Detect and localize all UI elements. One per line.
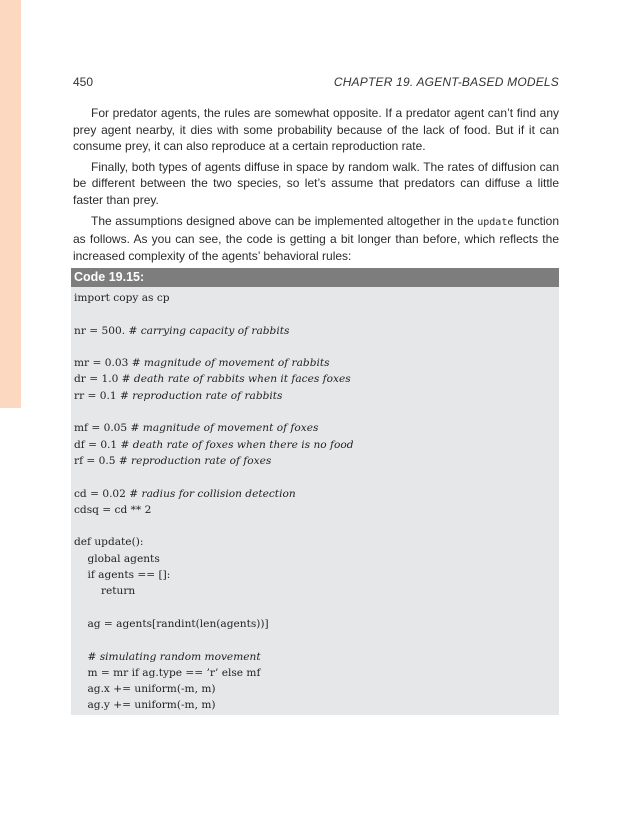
code-listing	[71, 268, 559, 715]
code-text: mf = 0.05	[74, 422, 131, 435]
code-comment: # carrying capacity of rabbits	[128, 324, 290, 337]
code-text	[74, 651, 87, 663]
code-line	[74, 469, 559, 485]
code-line	[74, 600, 559, 616]
code-text: rr = 0.1	[74, 389, 120, 402]
code-comment: # death rate of rabbits when it faces foxes	[121, 373, 351, 386]
code-text: rf = 0.5	[74, 454, 119, 467]
code-line	[74, 371, 559, 387]
code-text: ag.x += uniform(-m, m)	[74, 683, 216, 696]
code-line	[74, 502, 559, 518]
code-lines	[71, 287, 559, 714]
code-line	[74, 551, 559, 567]
code-line	[74, 437, 559, 453]
code-text: return	[74, 585, 136, 598]
code-title: Code 19.15:	[71, 268, 559, 287]
code-line	[74, 681, 559, 697]
code-line	[74, 453, 559, 469]
code-text: ag = agents[randint(len(agents))]	[74, 617, 269, 630]
code-line	[74, 583, 559, 599]
code-text: cdsq = cd ** 2	[74, 503, 152, 516]
code-line	[74, 306, 559, 322]
code-text: def update():	[74, 536, 144, 549]
code-line	[74, 388, 559, 404]
code-line	[74, 616, 559, 632]
code-comment: # reproduction rate of rabbits	[119, 389, 283, 402]
code-line	[74, 486, 559, 502]
code-text: ag.y += uniform(-m, m)	[74, 699, 216, 712]
code-line	[74, 567, 559, 583]
paragraph-text: The assumptions designed above can be implemented altogether in the	[91, 213, 478, 228]
paragraph	[73, 213, 559, 265]
code-comment: # reproduction rate of foxes	[118, 454, 272, 467]
chapter-title: CHAPTER 19. AGENT-BASED MODELS	[333, 75, 559, 89]
code-line	[74, 534, 559, 550]
code-line	[74, 649, 559, 665]
code-text: import copy as cp	[74, 292, 170, 304]
code-text: nr = 500.	[74, 324, 129, 337]
code-line	[74, 697, 559, 713]
code-text: m = mr if ag.type == ’r’ else mf	[74, 666, 261, 679]
paragraph: Finally, both types of agents diffuse in space by random walk. The rates of diffusion can be different between the two species, so let’s assume that predators can diffuse a little faster than prey.	[73, 159, 559, 207]
code-line	[74, 420, 559, 436]
code-comment: # simulating random movement	[87, 650, 261, 663]
code-comment: # radius for collision detection	[129, 487, 296, 500]
code-line	[74, 355, 559, 371]
code-text: dr = 1.0	[74, 373, 122, 386]
code-line	[74, 404, 559, 420]
code-text: if agents == []:	[74, 569, 171, 582]
code-line	[74, 632, 559, 648]
code-line	[74, 290, 559, 306]
code-text: cd = 0.02	[74, 487, 130, 500]
code-text: mr = 0.03	[74, 357, 132, 370]
code-line	[74, 339, 559, 355]
paragraph: For predator agents, the rules are somewhat opposite. If a predator agent can’t find any prey agent nearby, it dies with some probability because of the lack of food. But if it can consume prey, it can also reproduce at a certain reproduction rate.	[73, 106, 559, 154]
inline-code: update	[477, 216, 514, 228]
code-text: global agents	[74, 552, 160, 565]
paragraph-text: function as follows. As you can see, the code is getting a bit longer than before, which reflects the increased complexity of the agents’ behavioral rules:	[73, 213, 559, 263]
page-edge-tab	[0, 0, 21, 408]
code-comment: # magnitude of movement of rabbits	[131, 357, 330, 370]
code-text: df = 0.1	[74, 438, 121, 451]
code-line	[74, 323, 559, 339]
code-comment: # magnitude of movement of foxes	[130, 422, 319, 435]
body-text	[73, 105, 559, 268]
code-line	[74, 665, 559, 681]
code-comment: # death rate of foxes when there is no food	[120, 438, 354, 451]
code-line	[74, 518, 559, 534]
page-number: 450	[73, 75, 94, 89]
running-header	[73, 75, 559, 91]
